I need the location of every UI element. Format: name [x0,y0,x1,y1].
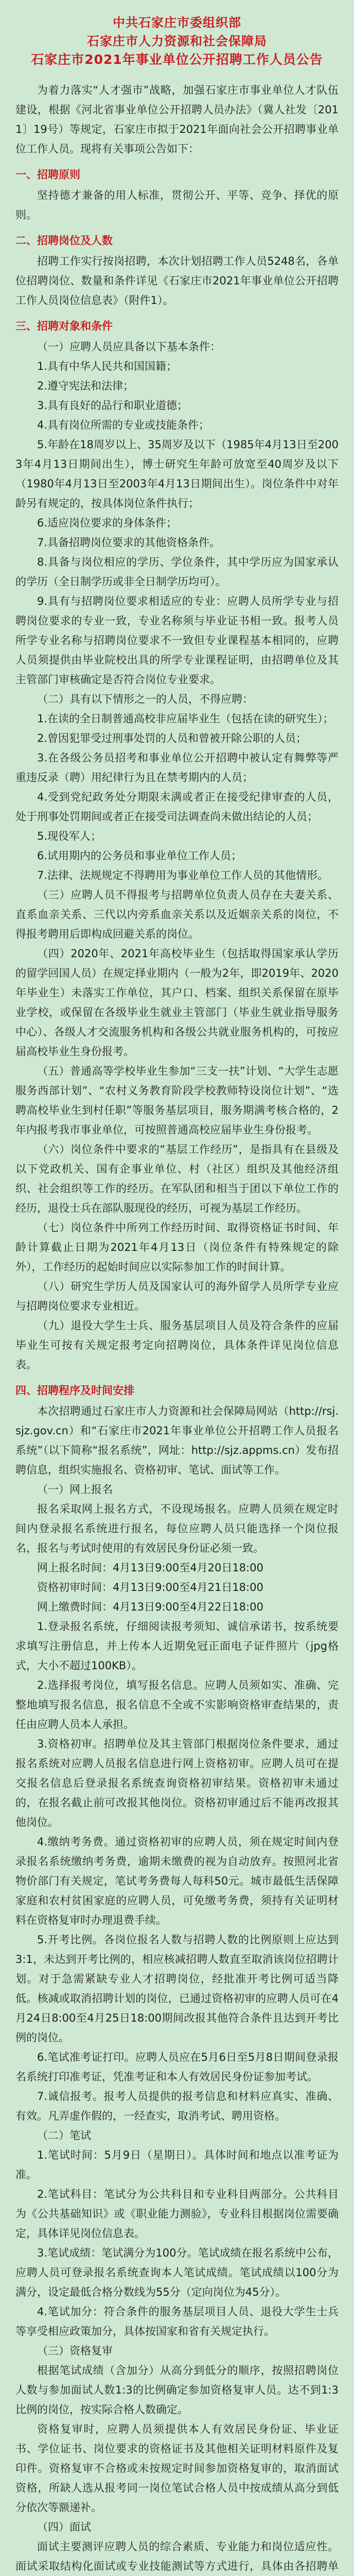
body-paragraph: 网上报名时间：4月13日9:00至4月20日18:00 [37,1562,263,1574]
body-paragraph: 7.具备招聘岗位要求的其他资格条件。 [37,536,221,549]
body-paragraph: 7.诚信报考。报考人员提供的报考信息和材料应真实、准确、有效。凡弄虚作假的，一经查实，取消考试、聘用资格。 [15,2090,339,2122]
body-paragraph: 本次招聘通过石家庄市人力资源和社会保障局网站（http://rsj.sjz.gov.cn）和“石家庄市2021年事业单位公开招聘工作人员报名系统”（以下简称“报名系统”，网址：http://sjz.appms.cn）发布招聘信息，组织实施报名、资格初审、笔试、面试等工作。 [15,1405,339,1476]
body-paragraph: （四）面试 [37,2521,91,2533]
body-paragraph: （八）研究生学历人员及国家认可的海外留学人员所学专业应与招聘岗位要求专业相近。 [15,1280,339,1312]
issuer-line-2: 石家庄市人力资源和社会保障局 [87,34,267,48]
body-paragraph: 3.资格初审。招聘单位及其主管部门根据岗位条件要求，通过报名系统对应聘人员报名信息进行网上资格初审。应聘人员可在提交报名信息后登录报名系统查询资格初审结果。资格初审未通过的，在报名截止前可改报其他岗位。资格初审通过后不能再改报其他岗位。 [15,1738,339,1828]
body-paragraph: （七）岗位条件中所列工作经历时间、取得资格证书时间、年龄计算截止日期为2021年4月13日（岗位条件有特殊规定的除外），工作经历的起始时间应以实际参加工作的时间计算。 [15,1222,339,1273]
body-paragraph: 招聘工作实行按岗招聘，本次计划招聘工作人员5248名，各单位招聘岗位、数量和条件详见《石家庄市2021年事业单位公开招聘工作人员岗位信息表》（附件1）。 [15,255,339,307]
body-paragraph: 3.具有良好的品行和职业道德； [37,399,188,412]
body-paragraph: 3.笔试成绩：笔试满分为100分。笔试成绩在报名系统中公布，应聘人员可登录报名系统查询本人笔试成绩。笔试成绩以100分为满分，设定最低合格分数线为55分（定向岗位为45分）。 [15,2247,339,2298]
section-heading: 三、招聘对象和条件 [15,320,113,332]
body-paragraph: （一）应聘人员应具备以下基本条件： [37,341,221,353]
body-paragraph: 9.具有与招聘岗位要求相适应的专业：应聘人员所学专业与招聘岗位要求的专业一致，专业名称须与毕业证书相一致。报考人员所学专业名称与招聘岗位要求不一致但专业课程基本相同的，应聘人员须提供由毕业院校出具的所学专业课程证明，由招聘单位及其主管部门审核确定是否符合岗位专业要求。 [15,595,339,686]
body-paragraph: 4.具有岗位所需的专业或技能条件； [37,419,210,431]
body-paragraph: （四）2020年、2021年高校毕业生（包括取得国家承认学历的留学回国人员）在规定择业期内（一般为2年，即2019年、2020年毕业生）未落实工作单位，其户口、档案、组织关系保留在原毕业学校，或保留在各级毕业生就业主管部门（毕业生就业指导服务中心）、各级人才交流服务机构和各级公共就业服务机构的，可按应届高校毕业生身份报考。 [15,947,339,1058]
body-paragraph: （一）网上报名 [37,1483,113,1496]
body-paragraph: 资格初审时间：4月13日9:00至4月21日18:00 [37,1581,263,1594]
section-heading: 四、招聘程序及时间安排 [15,1384,134,1397]
body-paragraph: （二）笔试 [37,2129,91,2142]
body-paragraph: 1.具有中华人民共和国国籍； [37,360,178,372]
body-paragraph: （六）岗位条件中要求的“基层工作经历”，是指具有在县级及以下党政机关、国有企事业单位、村（社区）组织及其他经济组织、社会组织等工作的经历。在军队团和相当于团以下单位工作的经历，退役士兵在部队服现役的经历，可视为基层工作经历。 [15,1143,339,1214]
body-paragraph: 4.笔试加分：符合条件的服务基层项目人员、退役大学生士兵等享受相应政策加分，具体按国家和省有关规定执行。 [15,2306,339,2337]
body-paragraph: 3.在各级公务员招考和事业单位公开招聘中被认定有舞弊等严重违反录（聘）用纪律行为且在禁考期内的人员； [15,752,339,784]
body-paragraph: 报名采取网上报名方式，不设现场报名。应聘人员须在规定时间内登录报名系统进行报名，每位应聘人员只能选择一个岗位报名，报名与考试时使用的有效居民身份证必须一致。 [15,1503,339,1554]
body-paragraph: （九）退役大学生士兵、服务基层项目人员及符合条件的应届毕业生可按有关规定报考定向招聘岗位，具体条件详见岗位信息表。 [15,1319,339,1371]
body-paragraph: 4.受到党纪政务处分期限未满或者正在接受纪律审查的人员，处于刑事处罚期间或者正在接受司法调查尚未做出结论的人员； [15,791,339,823]
announcement-header [15,13,339,69]
body-paragraph: （三）资格复审 [37,2345,113,2357]
body-paragraph: 6.笔试准考证打印。应聘人员应在5月6日至5月8日期间登录报名系统打印准考证，凭准考证和本人有效居民身份证参加考试。 [15,2051,339,2083]
body-paragraph: 5.年龄在18周岁以上、35周岁及以下（1985年4月13日至2003年4月13日期间出生），博士研究生年龄可放宽至40周岁及以下（1980年4月13日至2003年4月13日期间出生）。岗位条件中对年龄另有规定的，按具体岗位条件执行； [15,438,339,510]
body-paragraph: 为着力落实“人才强市”战略，加强石家庄市事业单位人才队伍建设，根据《河北省事业单位公开招聘人员办法》（冀人社发〔2011〕19号）等规定，石家庄市拟于2021年面向社会公开招聘事业单位工作人员。现将有关事项公告如下： [15,84,339,155]
announcement-title: 石家庄市2021年事业单位公开招聘工作人员公告 [31,52,323,67]
body-paragraph: 5.开考比例。各岗位报名人数与招聘人数的比例原则上应达到3:1，未达到开考比例的，相应核减招聘人数直至取消该岗位招聘计划。对于急需紧缺专业人才招聘岗位，经批准开考比例可适当降低。核减或取消招聘计划的岗位，已通过资格初审的应聘人员可在4月24日8:00至4月25日18:00期间改报其他符合条件且达到开考比例的岗位。 [15,1934,339,2044]
issuer-line-1: 中共石家庄市委组织部 [113,15,241,30]
body-paragraph: 6.试用期内的公务员和事业单位工作人员； [37,850,242,862]
body-paragraph: （二）具有以下情形之一的人员，不得应聘： [37,693,253,705]
announcement-body [15,80,339,2576]
body-paragraph: （五）普通高等学校毕业生参加“三支一扶”计划、“大学生志愿服务西部计划”、“农村义务教育阶段学校教师特设岗位计划”、“选聘高校毕业生到村任职”等服务基层项目，服务期满考核合格的，2年内报考我市事业单位，可按照普通高校应届毕业生身份报考。 [15,1065,339,1136]
body-paragraph: 2.选择报考岗位，填写报名信息。应聘人员须如实、准确、完整地填写报名信息，报名信息不全或不实影响资格审查结果的，责任由应聘人员本人承担。 [15,1679,339,1731]
body-paragraph: 2.遵守宪法和法律； [37,380,134,392]
body-paragraph: 8.具备与岗位相应的学历、学位条件，其中学历应为国家承认的学历（全日制学历或非全日制学历均可）。 [15,556,339,588]
body-paragraph: （三）应聘人员不得报考与招聘单位负责人员存在夫妻关系、直系血亲关系、三代以内旁系血亲关系以及近姻亲关系的岗位，不得报考聘用后即构成回避关系的岗位。 [15,889,339,940]
body-paragraph: 6.适应岗位要求的身体条件； [37,517,178,529]
body-paragraph: 根据笔试成绩（含加分）从高分到低分的顺序，按照招聘岗位人数与参加面试人数1:3的比例确定参加资格复审人员。达不到1:3比例的岗位，按实际合格人数确定。 [15,2364,339,2416]
section-heading: 一、招聘原则 [15,168,80,181]
body-paragraph: 2.笔试科目：笔试分为公共科目和专业科目两部分。公共科目为《公共基础知识》或《职业能力测验》，专业科目根据岗位需要确定，具体详见岗位信息表。 [15,2188,339,2240]
body-paragraph: 5.现役军人； [37,830,102,842]
body-paragraph: 4.缴纳考务费。通过资格初审的应聘人员，须在规定时间内登录报名系统缴纳考务费，逾期未缴费的视为自动放弃。按照河北省物价部门有关规定，笔试考务费每人每科50元。城市最低生活保障家庭和农村贫困家庭的应聘人员，可免缴考务费，须持有关证明材料在资格复审时办理退费手续。 [15,1836,339,1926]
body-paragraph: 1.笔试时间：5月9日（星期日）。具体时间和地点以准考证为准。 [15,2149,339,2181]
body-paragraph: 7.法律、法规规定不得聘用为事业单位工作人员的其他情形。 [37,869,329,882]
body-paragraph: 2.曾因犯罪受过刑事处罚的人员和曾被开除公职的人员； [37,732,307,744]
body-paragraph: 1.在读的全日制普通高校非应届毕业生（包括在读的研究生）； [37,713,334,725]
body-paragraph: 1.登录报名系统，仔细阅读报考须知、诚信承诺书，按系统要求填写注册信息，并上传本人近期免冠正面电子证件照片（jpg格式，大小不超过100KB）。 [15,1620,339,1672]
body-paragraph: 资格复审时，应聘人员须提供本人有效居民身份证、毕业证书、学位证书、岗位要求的资格证书及其他相关证明材料原件及复印件。资格复审不合格或未按规定时间参加资格复审的，取消面试资格，所缺人选从报考同一岗位笔试合格人员中按成绩从高分到低分依次等额递补。 [15,2423,339,2514]
section-heading: 二、招聘岗位及人数 [15,234,113,247]
body-paragraph: 坚持德才兼备的用人标准，贯彻公开、平等、竞争、择优的原则。 [15,189,339,221]
body-paragraph: 面试主要测评应聘人员的综合素质、专业能力和岗位适应性。面试采取结构化面试或专业技能测试等方式进行，具体由各招聘单 [15,2540,339,2572]
body-paragraph: 网上缴费时间：4月13日9:00至4月22日18:00 [37,1601,263,1613]
